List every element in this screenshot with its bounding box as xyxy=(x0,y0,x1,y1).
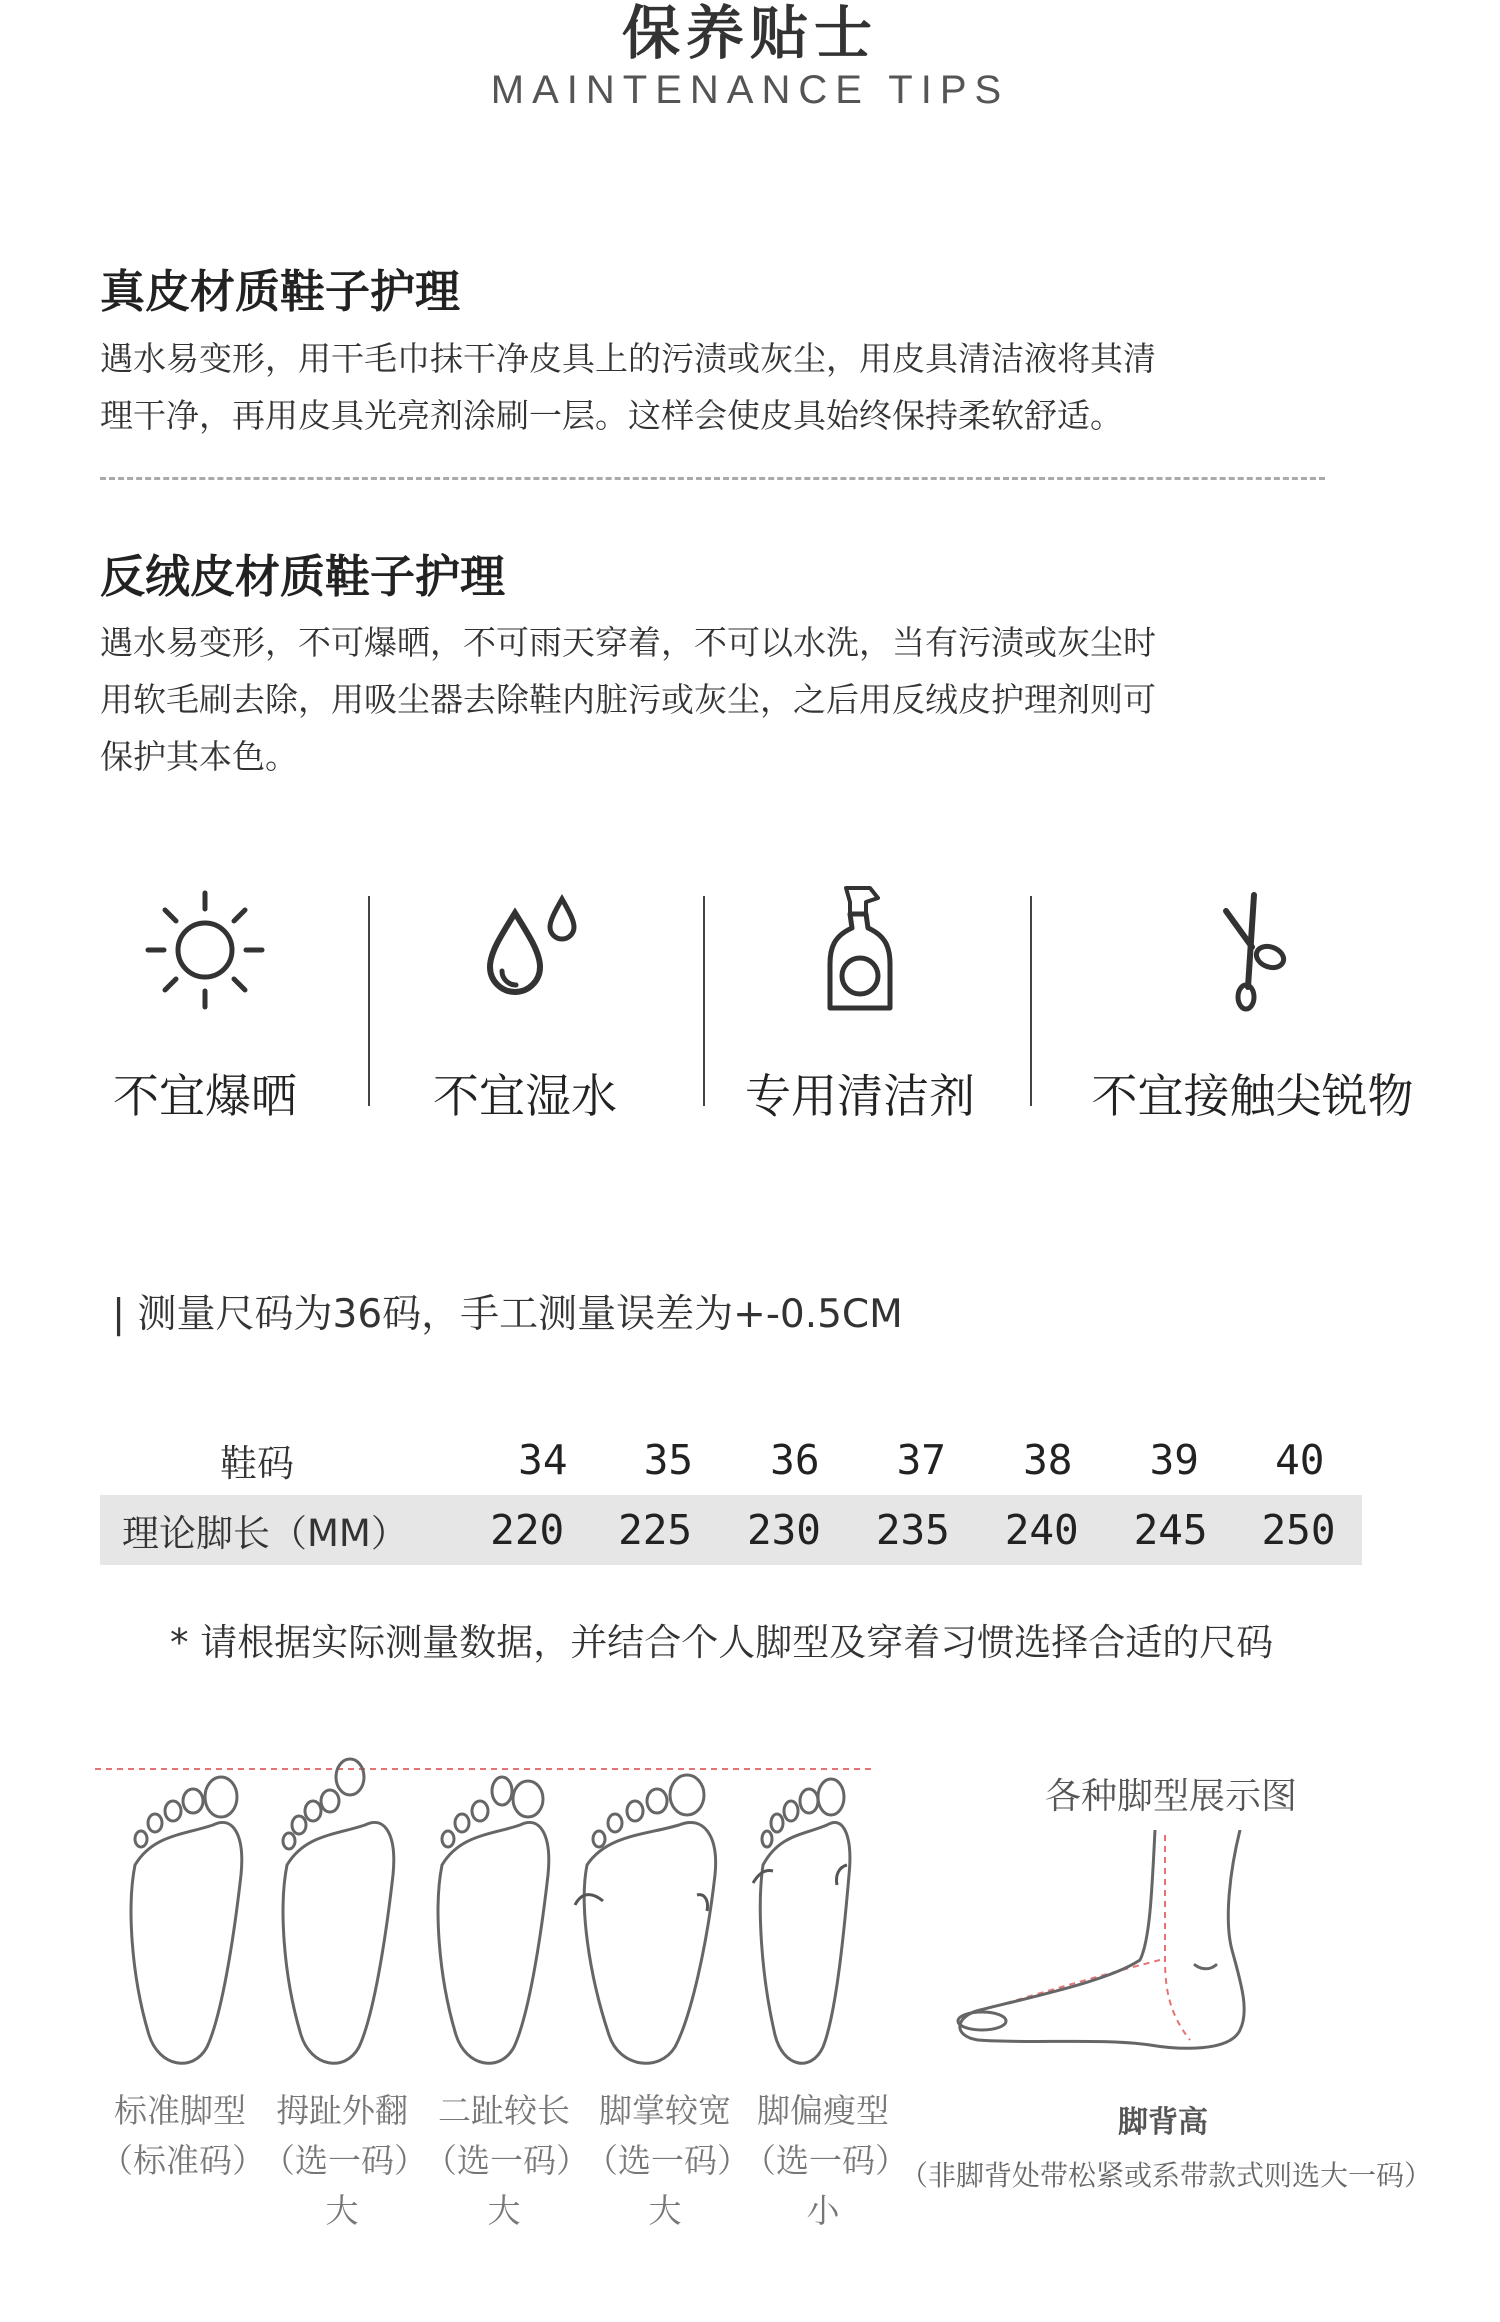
care-label: 专用清洁剂 xyxy=(745,1069,975,1123)
size-table-cell: 36 xyxy=(770,1436,820,1484)
size-table-cell: 225 xyxy=(618,1506,693,1554)
foot-type-name: 标准脚型 xyxy=(114,2091,246,2130)
section-divider xyxy=(100,477,1325,480)
foot-outlines-illustration xyxy=(95,1755,875,2085)
foot-type-advice: （选一码） xyxy=(585,2141,750,2180)
size-table-row-size xyxy=(100,1425,1362,1495)
page-subtitle: MAINTENANCE TIPS xyxy=(490,68,1010,112)
size-table-cell: 245 xyxy=(1133,1506,1208,1554)
foot-type-extra: 大 xyxy=(487,2191,521,2230)
body-line: 保护其本色。 xyxy=(100,737,298,776)
section-body-suede xyxy=(100,614,1360,785)
section-heading-leather: 真皮材质鞋子护理 xyxy=(100,265,461,318)
spray-bottle-icon xyxy=(735,880,985,1020)
instep-note: （非脚背处带松紧或系带款式则选大一码） xyxy=(900,2159,1433,2192)
body-line: 用软毛刷去除，用吸尘器去除鞋内脏污或灰尘，之后用反绒皮护理剂则可 xyxy=(100,680,1156,719)
water-drop-icon xyxy=(420,880,630,1020)
size-footnote: * 请根据实际测量数据，并结合个人脚型及穿着习惯选择合适的尺码 xyxy=(170,1621,1274,1664)
size-table-label: 鞋码 xyxy=(220,1442,294,1485)
section-body-leather xyxy=(100,330,1360,444)
care-item-sun xyxy=(100,880,310,1126)
sharp-object-icon xyxy=(1075,880,1430,1020)
size-table-cell: 39 xyxy=(1149,1436,1199,1484)
measure-note: | 测量尺码为36码，手工测量误差为+-0.5CM xyxy=(112,1292,903,1337)
foot-type-advice: （标准码） xyxy=(100,2141,265,2180)
icon-divider xyxy=(1030,896,1032,1106)
foot-type-extra: 大 xyxy=(648,2191,682,2230)
foot-type-slim xyxy=(743,2086,908,2236)
foot-type-name: 脚偏瘦型 xyxy=(757,2091,889,2130)
foot-type-extra: 大 xyxy=(325,2191,359,2230)
size-table-cell: 230 xyxy=(746,1506,821,1554)
sun-icon xyxy=(100,880,310,1020)
care-label: 不宜爆晒 xyxy=(113,1069,297,1123)
foot-type-name: 二趾较长 xyxy=(438,2091,570,2130)
foot-type-name: 脚掌较宽 xyxy=(599,2091,731,2130)
size-table-label: 理论脚长（MM） xyxy=(122,1512,408,1555)
foot-type-bunion xyxy=(262,2086,427,2236)
size-table-row-length xyxy=(100,1495,1362,1565)
care-label: 不宜湿水 xyxy=(433,1069,617,1123)
section-heading-suede: 反绒皮材质鞋子护理 xyxy=(100,550,506,603)
foot-type-standard xyxy=(100,2086,265,2186)
icon-divider xyxy=(703,896,705,1106)
diagram-title: 各种脚型展示图 xyxy=(1045,1776,1298,1817)
foot-type-advice: （选一码） xyxy=(743,2141,908,2180)
icon-divider xyxy=(368,896,370,1106)
size-table-cell: 34 xyxy=(518,1436,568,1484)
body-line: 遇水易变形，用干毛巾抹干净皮具上的污渍或灰尘，用皮具清洁液将其清 xyxy=(100,339,1156,378)
size-table-cell: 38 xyxy=(1023,1436,1073,1484)
care-item-cleaner xyxy=(735,880,985,1126)
size-table-cell: 35 xyxy=(643,1436,694,1484)
foot-type-name: 拇趾外翻 xyxy=(276,2091,408,2130)
body-line: 理干净，再用皮具光亮剂涂刷一层。这样会使皮具始终保持柔软舒适。 xyxy=(100,396,1123,435)
size-table-cell: 220 xyxy=(490,1506,565,1554)
size-table-cell: 235 xyxy=(875,1506,950,1554)
care-item-sharp xyxy=(1075,880,1430,1126)
care-item-water xyxy=(420,880,630,1126)
body-line: 遇水易变形，不可爆晒，不可雨天穿着，不可以水洗，当有污渍或灰尘时 xyxy=(100,623,1156,662)
foot-type-wide xyxy=(585,2086,750,2236)
size-table-cell: 250 xyxy=(1261,1506,1336,1554)
foot-side-illustration xyxy=(940,1830,1320,2080)
size-table-cell: 240 xyxy=(1004,1506,1079,1554)
instep-title: 脚背高 xyxy=(1118,2105,1208,2140)
page-title: 保养贴士 xyxy=(621,0,878,67)
size-table-cell: 40 xyxy=(1275,1436,1325,1484)
foot-type-extra: 小 xyxy=(806,2191,840,2230)
foot-type-advice: （选一码） xyxy=(424,2141,589,2180)
size-table-cell: 37 xyxy=(896,1436,946,1484)
care-label: 不宜接触尖锐物 xyxy=(1091,1069,1414,1123)
foot-type-long-second-toe xyxy=(424,2086,589,2236)
foot-type-advice: （选一码） xyxy=(262,2141,427,2180)
